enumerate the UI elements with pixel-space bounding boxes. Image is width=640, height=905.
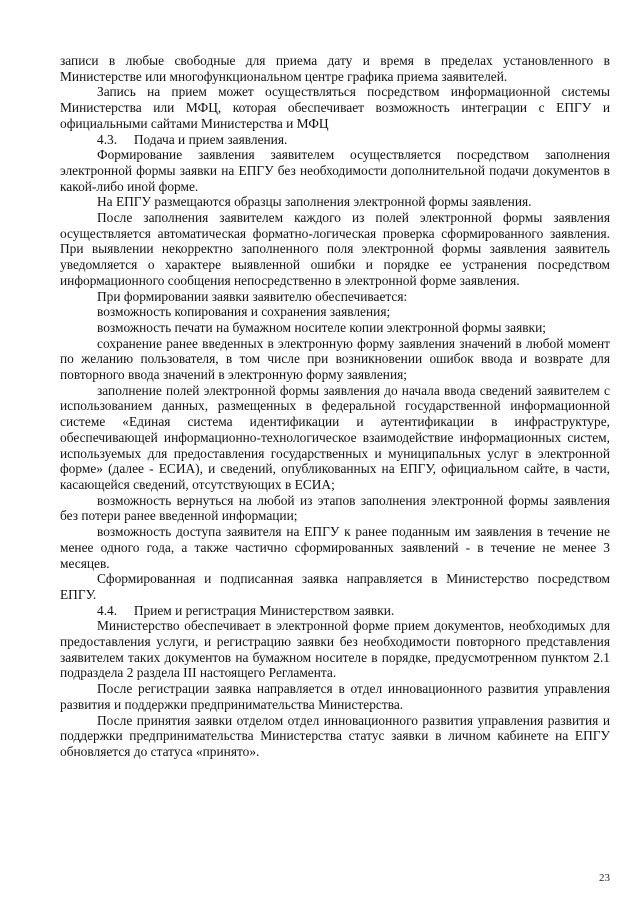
section-heading-4-4: 4.4. Прием и регистрация Министерством заявки. bbox=[97, 602, 395, 618]
list-item: заполнение полей электронной формы заявления до начала ввода сведений заявителем с использованием данных, размещенных в федеральной государственной информационной системе «Единая система идентификации и аутентификации в инфраструктуре, обеспечивающей информационно-технологическое взаимодействие информационных систем, используемых для предоставления государственных и муниципальных услуг в электронной форме» (далее - ЕСИА), и сведений, опубликованных на ЕПГУ, официальном сайте, в части, касающейся сведений, отсутствующих в ЕСИА; bbox=[60, 382, 610, 492]
paragraph: После заполнения заявителем каждого из полей электронной формы заявления осуществляется автоматическая форматно-логическая проверка сформированного заявления. При выявлении некорректно заполненного поля электронной формы заявления заявитель уведомляется о характере выявленной ошибки и порядке ее устранения посредством информационного сообщения непосредственно в электронной форме заявления. bbox=[60, 210, 610, 288]
document-body bbox=[60, 53, 610, 760]
page-number: 23 bbox=[599, 872, 610, 884]
paragraph: Формирование заявления заявителем осуществляется посредством заполнения электронной формы заявки на ЕПГУ без необходимости дополнительной подачи документов в какой-либо иной форме. bbox=[60, 147, 610, 194]
list-item: возможность вернуться на любой из этапов заполнения электронной формы заявления без потери ранее введенной информации; bbox=[60, 492, 610, 524]
list-item: возможность печати на бумажном носителе копии электронной формы заявки; bbox=[97, 319, 546, 335]
paragraph: При формировании заявки заявителю обеспечивается: bbox=[97, 288, 408, 304]
paragraph: Министерство обеспечивает в электронной форме прием документов, необходимых для предоставления услуги, и регистрацию заявки без необходимости повторного представления заявителем таких документов на бумажном носителе в порядке, предусмотренном пунктом 2.1 подраздела 2 раздела III настоящего Регламента. bbox=[60, 618, 610, 681]
section-heading-4-3: 4.3. Подача и прием заявления. bbox=[97, 131, 288, 147]
paragraph-continued: записи в любые свободные для приема дату и время в пределах установленного в Министерстве или многофункциональном центре графика приема заявителей. bbox=[60, 53, 610, 84]
list-item: возможность копирования и сохранения заявления; bbox=[97, 304, 391, 320]
list-item: сохранение ранее введенных в электронную форму заявления значений в любой момент по желанию пользователя, в том числе при возникновении ошибок ввода и возврате для повторного ввода значений в электронную форму заявления; bbox=[60, 335, 610, 383]
paragraph: Запись на прием может осуществляться посредством информационной системы Министерства или МФЦ, которая обеспечивает возможность интеграции с ЕПГУ и официальными сайтами Министерства и МФЦ bbox=[60, 84, 610, 131]
list-item: возможность доступа заявителя на ЕПГУ к ранее поданным им заявления в течение не менее одного года, а также частично сформированных заявлений - в течение не менее 3 месяцев. bbox=[60, 524, 610, 571]
paragraph: После регистрации заявка направляется в отдел инновационного развития управления развития и поддержки предпринимательства Министерства. bbox=[60, 681, 610, 712]
paragraph: После принятия заявки отделом отдел инновационного развития управления развития и поддержки предпринимательства Министерства статус заявки в личном кабинете на ЕПГУ обновляется до статуса «принято». bbox=[60, 712, 610, 759]
paragraph: На ЕПГУ размещаются образцы заполнения электронной формы заявления. bbox=[97, 194, 532, 210]
paragraph: Сформированная и подписанная заявка направляется в Министерство посредством ЕПГУ. bbox=[60, 571, 610, 602]
